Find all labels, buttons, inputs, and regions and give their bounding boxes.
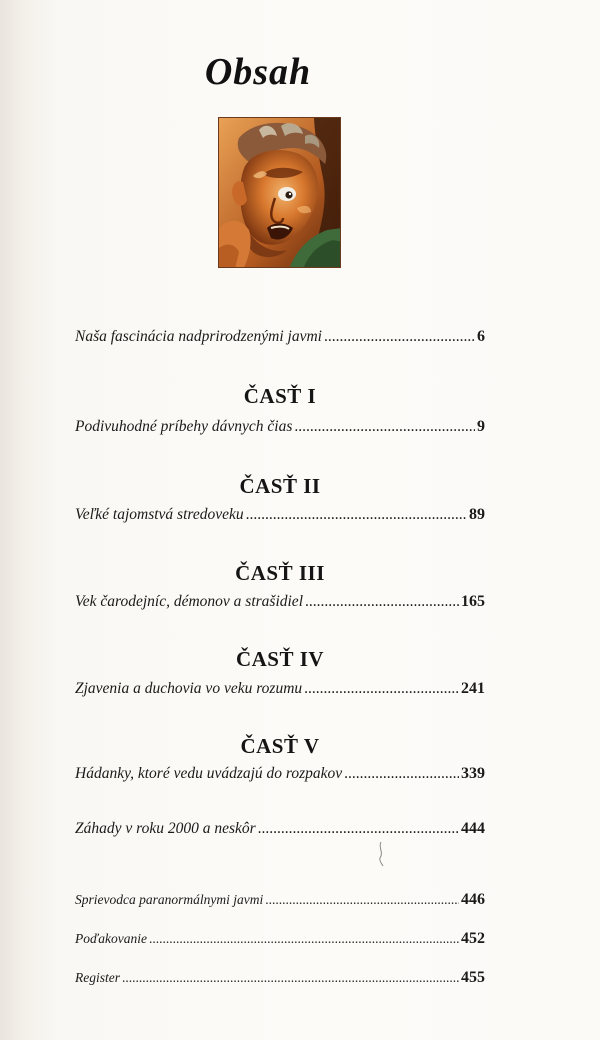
toc-entry-part-4[interactable] bbox=[75, 680, 485, 698]
dot-leader bbox=[344, 765, 459, 783]
pencil-mark-icon bbox=[375, 840, 389, 868]
carved-demon-face-icon bbox=[219, 118, 341, 268]
toc-entry-label: Register bbox=[75, 970, 120, 985]
dot-leader bbox=[324, 328, 475, 346]
dot-leader bbox=[305, 593, 459, 611]
dot-leader bbox=[265, 892, 459, 908]
toc-entry-page: 241 bbox=[461, 680, 485, 697]
toc-entry-part-2[interactable] bbox=[75, 506, 485, 524]
toc-entry-label: Veľké tajomstvá stredoveku bbox=[75, 506, 244, 523]
chapter-illustration bbox=[218, 117, 341, 268]
dot-leader bbox=[122, 970, 459, 986]
toc-entry-future[interactable] bbox=[75, 820, 485, 838]
part-heading-2: ČASŤ II bbox=[239, 474, 321, 498]
toc-entry-page: 339 bbox=[461, 765, 485, 782]
dot-leader bbox=[304, 680, 459, 698]
toc-entry-label: Sprievodca paranormálnymi javmi bbox=[75, 892, 264, 907]
toc-entry-page: 89 bbox=[469, 506, 485, 523]
toc-entry-page: 446 bbox=[461, 891, 485, 908]
part-heading-1: ČASŤ I bbox=[243, 384, 317, 408]
toc-entry-part-5[interactable] bbox=[75, 765, 485, 783]
toc-entry-page: 165 bbox=[461, 593, 485, 610]
toc-entry-intro[interactable] bbox=[75, 328, 485, 346]
dot-leader bbox=[258, 820, 459, 838]
toc-entry-guide[interactable] bbox=[75, 891, 485, 909]
toc-entry-label: Vek čarodejníc, démonov a strašidiel bbox=[75, 593, 303, 610]
toc-entry-part-3[interactable] bbox=[75, 593, 485, 611]
part-heading-3: ČASŤ III bbox=[235, 561, 325, 585]
toc-entry-page: 444 bbox=[461, 820, 485, 837]
toc-entry-page: 452 bbox=[461, 930, 485, 947]
dot-leader bbox=[246, 506, 467, 524]
toc-entry-label: Hádanky, ktoré vedu uvádzajú do rozpakov bbox=[75, 765, 343, 782]
part-heading-5: ČASŤ V bbox=[240, 734, 320, 758]
toc-entry-part-1[interactable] bbox=[75, 418, 485, 436]
toc-entry-page: 9 bbox=[477, 418, 485, 435]
toc-entry-label: Naša fascinácia nadprirodzenými javmi bbox=[75, 328, 322, 345]
dot-leader bbox=[149, 931, 459, 947]
toc-entry-label: Poďakovanie bbox=[75, 931, 147, 946]
page-title: Obsah bbox=[204, 51, 312, 93]
toc-entry-index[interactable] bbox=[75, 969, 485, 987]
toc-entry-acknowledgements[interactable] bbox=[75, 930, 485, 948]
toc-entry-page: 455 bbox=[461, 969, 485, 986]
part-heading-4: ČASŤ IV bbox=[235, 647, 325, 671]
toc-entry-label: Zjavenia a duchovia vo veku rozumu bbox=[75, 680, 303, 697]
dot-leader bbox=[294, 418, 475, 436]
toc-entry-label: Podivuhodné príbehy dávnych čias bbox=[75, 418, 293, 435]
toc-entry-page: 6 bbox=[477, 328, 485, 345]
toc-entry-label: Záhady v roku 2000 a neskôr bbox=[75, 820, 256, 837]
